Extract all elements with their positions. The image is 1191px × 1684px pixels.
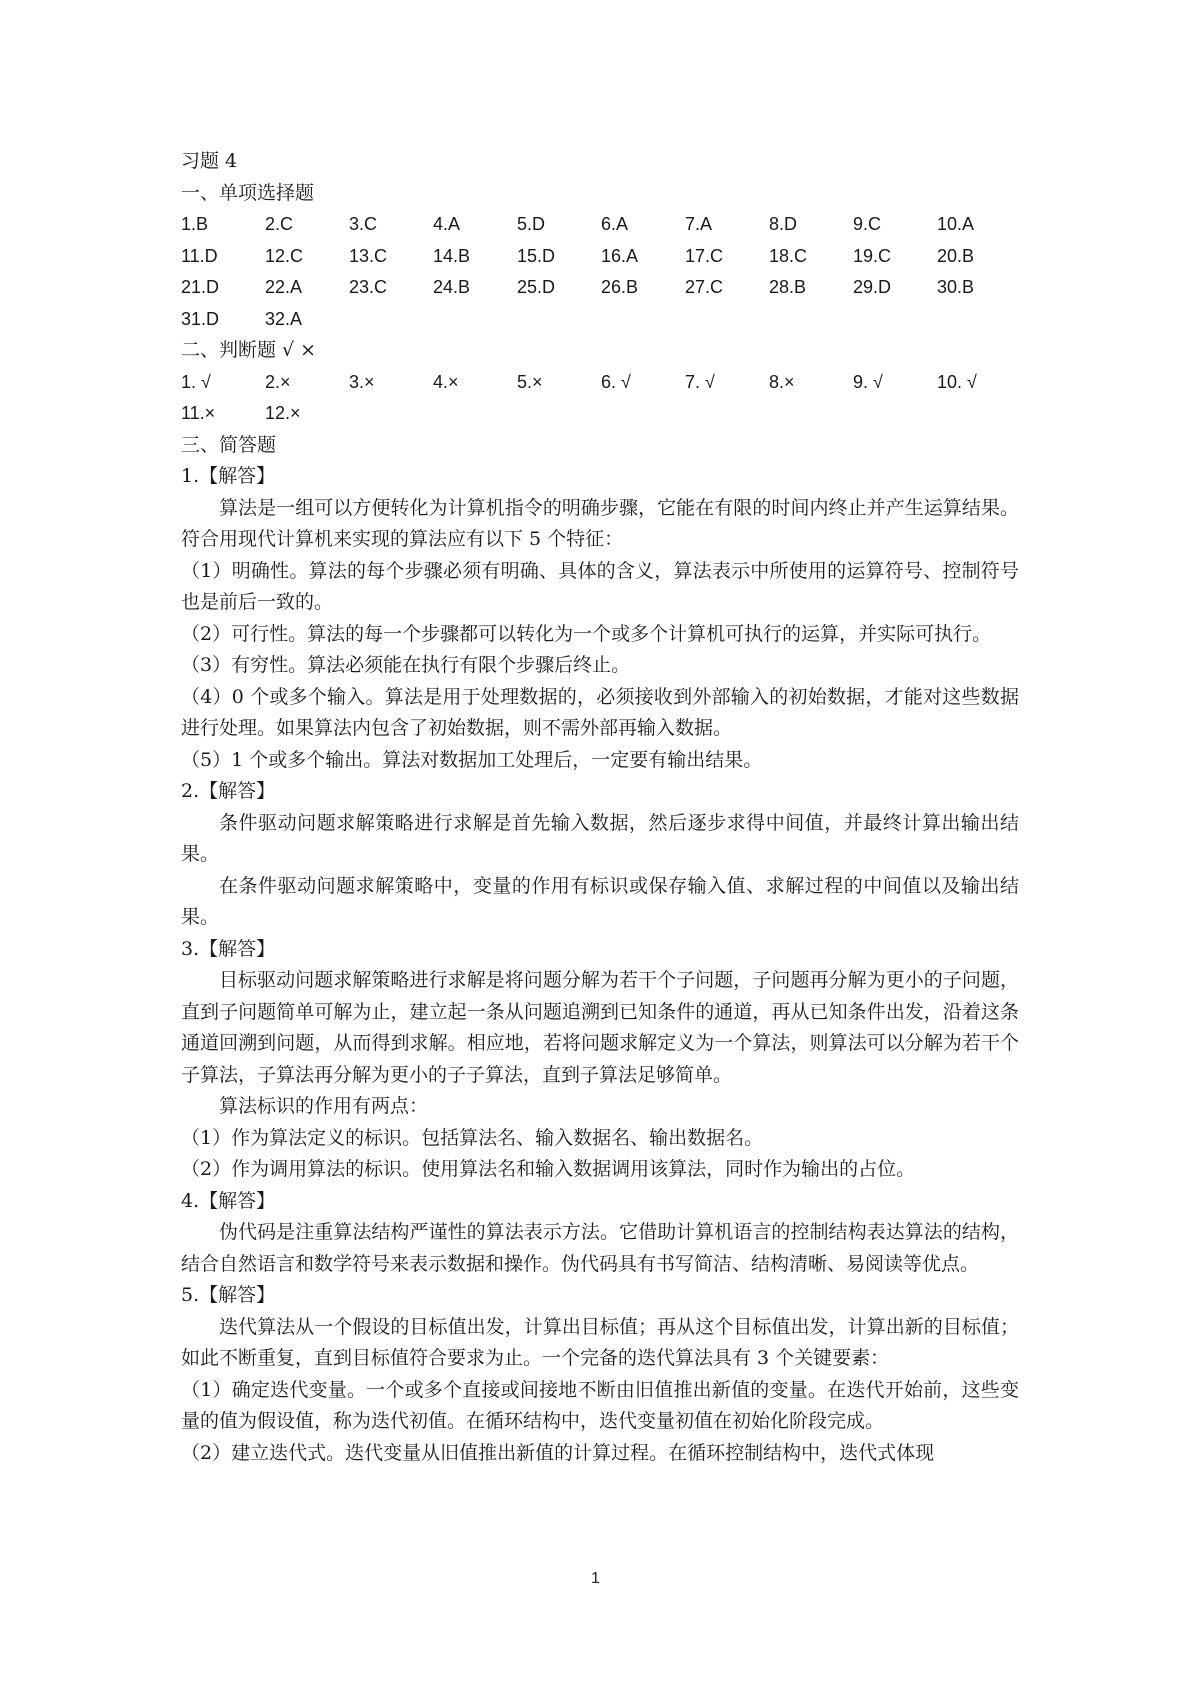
q5-label: 5.【解答】 [181, 1284, 276, 1306]
choice-answer: 20.B [937, 245, 975, 266]
q3-item: （1）作为算法定义的标识。包括算法名、输入数据名、输出数据名。 [181, 1126, 764, 1149]
judge-answer: 12.× [265, 403, 301, 423]
judge-answer: 3.× [349, 371, 375, 392]
judge-answer: 1. √ [181, 371, 211, 392]
choice-answer: 2.C [265, 214, 294, 234]
q1-item: （5）1 个或多个输出。算法对数据加工处理后，一定要有输出结果。 [181, 748, 763, 771]
choice-answer: 27.C [685, 277, 724, 297]
choice-answer: 3.C [349, 214, 378, 234]
q3-paragraph: 目标驱动问题求解策略进行求解是将问题分解为若干个子问题，子问题再分解为更小的子问题，直到子问题简单可解为止，建立起一条从问题追溯到已知条件的通道，再从已知条件出发，沿着这条通道回溯到问题，从而得到求解。相应地，若将问题求解定义为一个算法，则算法可以分解为若干个子算法，子算法再分解为更小的子子算法，直到子算法足够简单。 [181, 969, 1019, 1086]
choice-answer: 5.D [517, 214, 546, 234]
judge-answer: 5.× [517, 371, 543, 392]
choice-answer: 6.A [601, 214, 629, 234]
choice-answer: 12.C [265, 245, 304, 266]
choice-answer: 1.B [181, 214, 209, 234]
exercise-title: 习题 4 [181, 150, 238, 172]
choice-answer: 30.B [937, 277, 975, 297]
choice-answer: 10.A [937, 214, 975, 234]
choice-answer: 23.C [349, 277, 388, 297]
choice-answer: 32.A [265, 308, 303, 329]
choice-answer: 14.B [433, 245, 471, 266]
multiple-choice-answers [181, 209, 1021, 335]
choice-answer: 15.D [517, 245, 556, 266]
choice-answer: 8.D [769, 214, 798, 234]
choice-answer: 16.A [601, 245, 639, 266]
choice-answer: 24.B [433, 277, 471, 297]
judge-answer: 4.× [433, 371, 459, 392]
q1-item: （4）0 个或多个输入。算法是用于处理数据的，必须接收到外部输入的初始数据，才能对这些数据进行处理。如果算法内包含了初始数据，则不需外部再输入数据。 [181, 685, 1019, 739]
page-number: 1 [591, 1570, 600, 1587]
q5-item: （2）建立迭代式。迭代变量从旧值推出新值的计算过程。在循环控制结构中，迭代式体现 [181, 1441, 935, 1464]
document-body [181, 146, 1019, 1469]
judge-answer: 9. √ [853, 371, 883, 392]
choice-answer: 4.A [433, 214, 461, 234]
choice-answer: 19.C [853, 245, 892, 266]
judge-answer: 6. √ [601, 371, 631, 392]
true-false-answers [181, 367, 1021, 430]
choice-answer: 28.B [769, 277, 807, 297]
q1-item: （2）可行性。算法的每一个步骤都可以转化为一个或多个计算机可执行的运算，并实际可执行。 [181, 622, 992, 645]
section1-heading: 一、单项选择题 [181, 181, 315, 204]
q1-item: （1）明确性。算法的每个步骤必须有明确、具体的含义，算法表示中所使用的运算符号、控制符号也是前后一致的。 [181, 559, 1019, 613]
q1-label: 1.【解答】 [181, 465, 276, 487]
choice-answer: 18.C [769, 245, 808, 266]
judge-answer: 2.× [265, 371, 291, 392]
choice-answer: 25.D [517, 277, 556, 297]
q2-paragraph: 在条件驱动问题求解策略中，变量的作用有标识或保存输入值、求解过程的中间值以及输出结果。 [181, 874, 1019, 928]
q3-paragraph: 算法标识的作用有两点： [219, 1095, 429, 1117]
q2-label: 2.【解答】 [181, 780, 276, 802]
q4-label: 4.【解答】 [181, 1189, 276, 1212]
q5-item: （1）确定迭代变量。一个或多个直接或间接地不断由旧值推出新值的变量。在迭代开始前，这些变量的值为假设值，称为迭代初值。在循环结构中，迭代变量初值在初始化阶段完成。 [181, 1378, 1019, 1432]
judge-answer: 7. √ [685, 371, 715, 392]
choice-answer: 11.D [181, 245, 218, 266]
choice-answer: 31.D [181, 308, 220, 329]
section2-heading: 二、判断题 √ × [181, 339, 317, 361]
choice-answer: 9.C [853, 214, 882, 234]
judge-answer: 10. √ [937, 371, 977, 392]
q3-item: （2）作为调用算法的标识。使用算法名和输入数据调用该算法，同时作为输出的占位。 [181, 1158, 916, 1180]
judge-answer: 11.× [181, 403, 216, 423]
q1-item: （3）有穷性。算法必须能在执行有限个步骤后终止。 [181, 654, 631, 676]
choice-answer: 21.D [181, 277, 220, 297]
q5-paragraph: 迭代算法从一个假设的目标值出发，计算出目标值；再从这个目标值出发，计算出新的目标值；如此不断重复，直到目标值符合要求为止。一个完备的迭代算法具有 3 个关键要素： [181, 1315, 1019, 1369]
q1-intro: 算法是一组可以方便转化为计算机指令的明确步骤，它能在有限的时间内终止并产生运算结果。符合用现代计算机来实现的算法应有以下 5 个特征： [181, 496, 1019, 550]
choice-answer: 22.A [265, 277, 303, 297]
q4-paragraph: 伪代码是注重算法结构严谨性的算法表示方法。它借助计算机语言的控制结构表达算法的结构，结合自然语言和数学符号来表示数据和操作。伪代码具有书写简洁、结构清晰、易阅读等优点。 [181, 1221, 1019, 1275]
choice-answer: 13.C [349, 245, 388, 266]
choice-answer: 26.B [601, 277, 639, 297]
section3-heading: 三、简答题 [181, 433, 277, 456]
choice-answer: 7.A [685, 214, 713, 234]
judge-answer: 8.× [769, 371, 795, 392]
choice-answer: 17.C [685, 245, 724, 266]
q2-paragraph: 条件驱动问题求解策略进行求解是首先输入数据，然后逐步求得中间值，并最终计算出输出结果。 [181, 811, 1019, 865]
choice-answer: 29.D [853, 277, 892, 297]
q3-label: 3.【解答】 [181, 937, 276, 960]
